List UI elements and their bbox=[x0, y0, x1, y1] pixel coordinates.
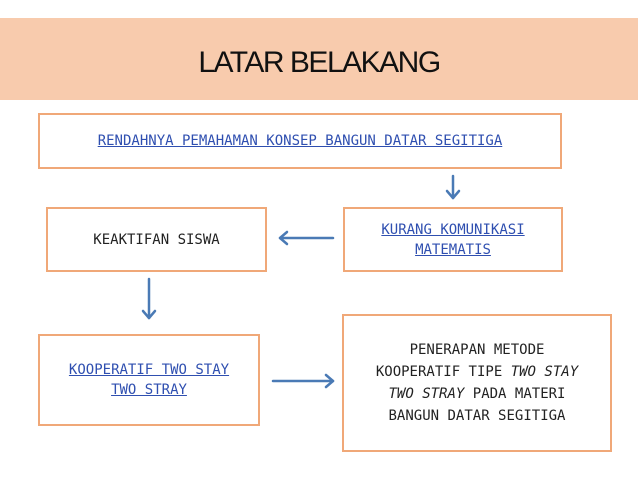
penerapan-line-2b: TWO STAY bbox=[510, 364, 579, 380]
kooperatif-line-2: TWO STRAY bbox=[111, 382, 187, 398]
penerapan-line-3a: TWO STRAY bbox=[388, 386, 465, 402]
arrow-down-right bbox=[447, 176, 459, 198]
keaktifan-label: KEAKTIFAN SISWA bbox=[93, 231, 220, 248]
page-title: LATAR BELAKANG bbox=[198, 46, 440, 79]
penerapan-line-4: BANGUN DATAR SEGITIGA bbox=[388, 408, 566, 424]
kooperatif-line-1: KOOPERATIF TWO STAY bbox=[68, 362, 230, 378]
arrow-left bbox=[280, 232, 333, 244]
penerapan-line-3b: PADA MATERI bbox=[464, 386, 566, 402]
kurang-line-1: KURANG KOMUNIKASI bbox=[381, 221, 525, 238]
rendahnya-link[interactable]: RENDAHNYA PEMAHAMAN KONSEP BANGUN DATAR SEGITIGA bbox=[97, 133, 503, 149]
arrow-right bbox=[273, 375, 333, 387]
kurang-line-2: MATEMATIS bbox=[415, 241, 491, 258]
arrow-down-left bbox=[143, 279, 155, 318]
penerapan-line-1: PENERAPAN METODE bbox=[409, 342, 545, 358]
penerapan-line-2a: KOOPERATIF TIPE bbox=[375, 364, 511, 380]
